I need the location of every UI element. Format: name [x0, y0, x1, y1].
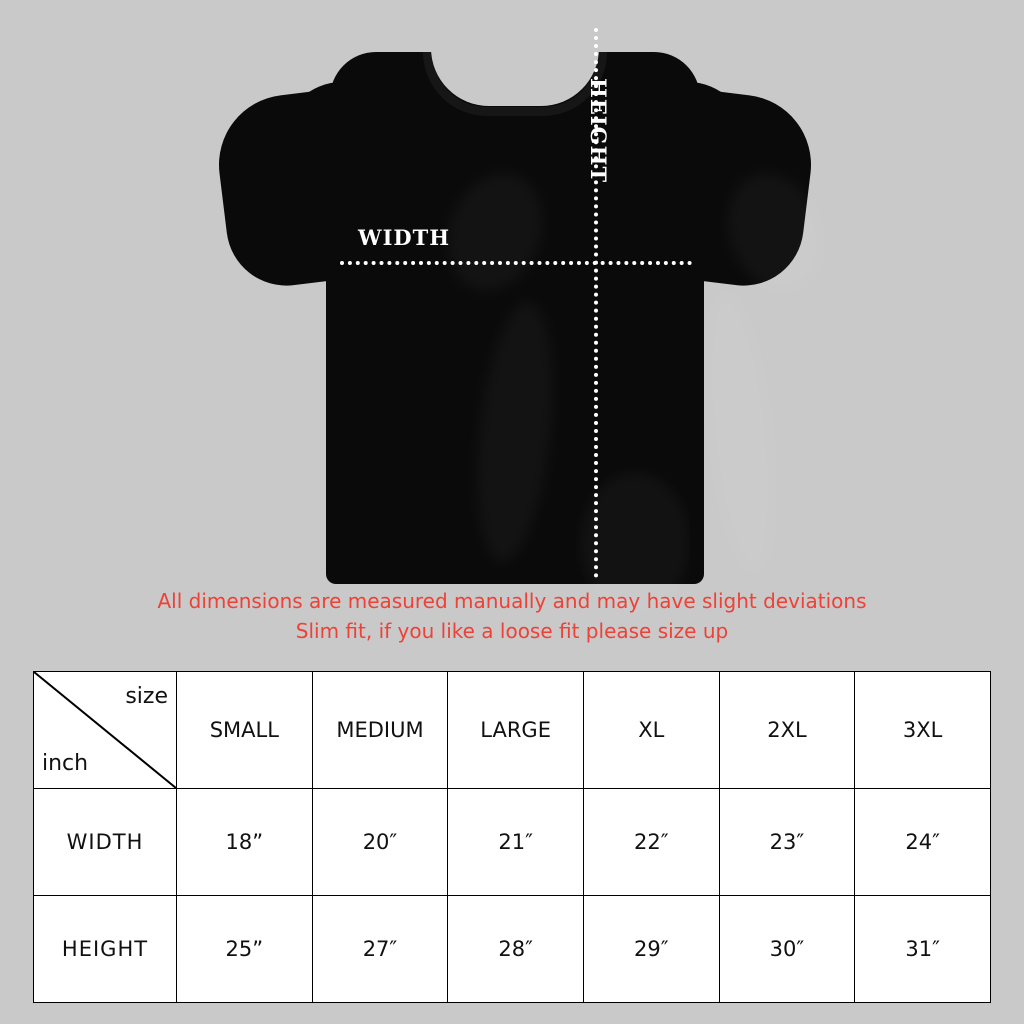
cell-height-xl: 29″ — [583, 896, 719, 1003]
corner-size-label: size — [125, 684, 168, 709]
cell-width-large: 21″ — [448, 789, 584, 896]
shirt-body — [330, 52, 700, 584]
cell-width-3xl: 24″ — [855, 789, 991, 896]
table-row-height — [34, 896, 991, 1003]
measurement-notes — [0, 586, 1024, 646]
cell-width-xl: 22″ — [583, 789, 719, 896]
column-header-xl: XL — [583, 672, 719, 789]
cell-height-medium: 27″ — [312, 896, 448, 1003]
cell-height-3xl: 31″ — [855, 896, 991, 1003]
table-row-width — [34, 789, 991, 896]
column-header-2xl: 2XL — [719, 672, 855, 789]
note-line-1: All dimensions are measured manually and may have slight deviations — [157, 589, 867, 613]
fabric-fold — [432, 160, 558, 304]
note-line-2: Slim fit, if you like a loose fit please size up — [295, 619, 729, 643]
size-chart — [33, 671, 991, 1003]
cell-height-2xl: 30″ — [719, 896, 855, 1003]
column-header-small: SMALL — [177, 672, 313, 789]
width-measure-line — [340, 261, 692, 265]
cell-height-large: 28″ — [448, 896, 584, 1003]
t-shirt-graphic — [222, 22, 808, 584]
cell-width-2xl: 23″ — [719, 789, 855, 896]
fabric-fold — [467, 299, 564, 565]
size-chart-table — [33, 671, 991, 1003]
corner-unit-label: inch — [42, 751, 89, 776]
cell-width-small: 18” — [177, 789, 313, 896]
column-header-large: LARGE — [448, 672, 584, 789]
fabric-fold — [696, 290, 785, 575]
column-header-3xl: 3XL — [855, 672, 991, 789]
column-header-medium: MEDIUM — [312, 672, 448, 789]
height-measure-label: HEIGHT — [586, 78, 611, 184]
table-corner-cell — [34, 672, 177, 789]
width-measure-label: WIDTH — [358, 225, 451, 250]
cell-width-medium: 20″ — [312, 789, 448, 896]
cell-height-small: 25” — [177, 896, 313, 1003]
row-label-width: WIDTH — [34, 789, 177, 896]
row-label-height: HEIGHT — [34, 896, 177, 1003]
table-header-row — [34, 672, 991, 789]
